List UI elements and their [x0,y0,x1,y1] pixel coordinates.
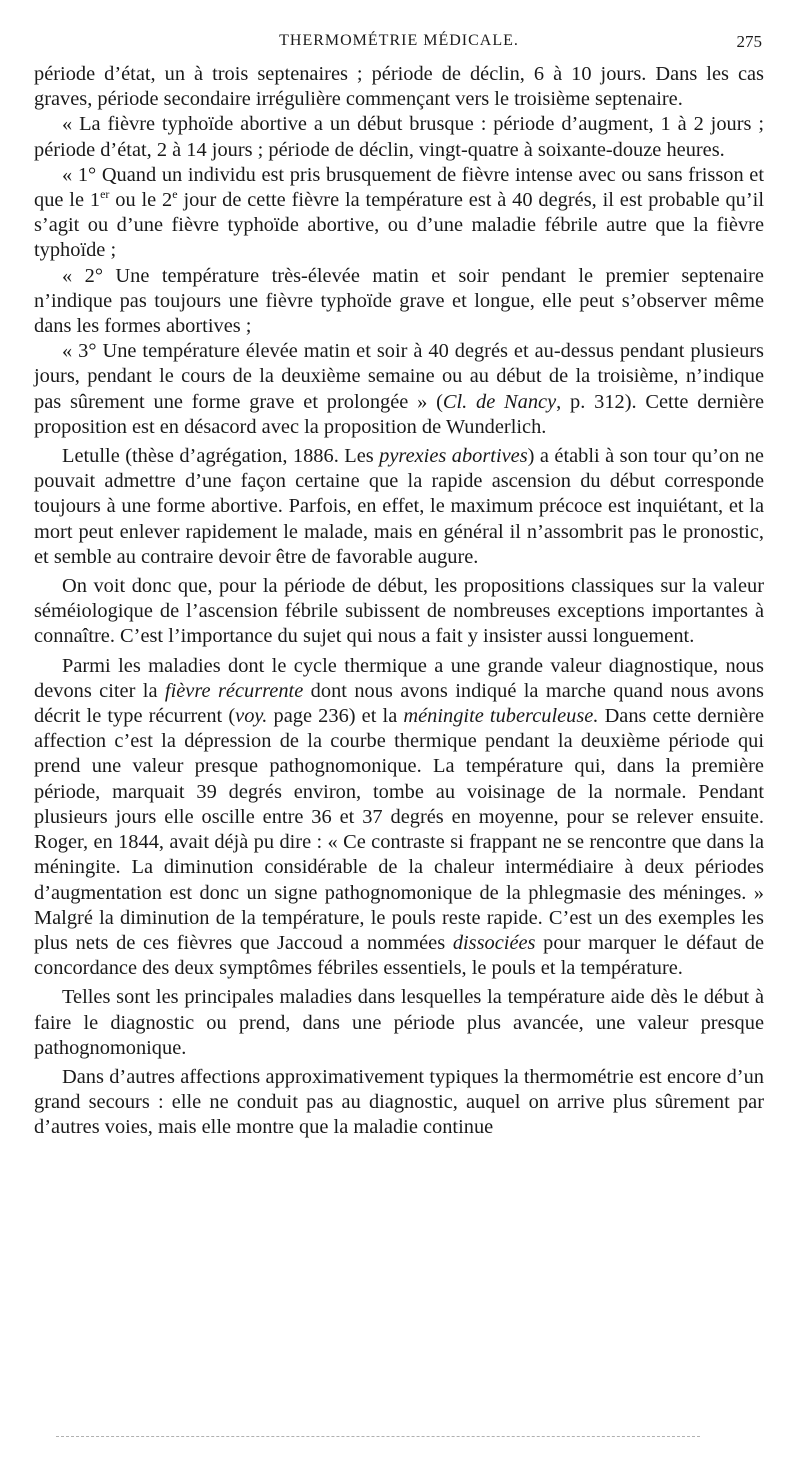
running-header [34,30,764,58]
text-run: ou le 2 [109,189,173,212]
paragraph [34,264,764,340]
text-run: dont nous avons indiqué la marche quand nous avons décrit le type récurrent ( [34,679,764,728]
running-title: THERMOMÉTRIE MÉDICALE. [279,32,519,49]
text-run: pour marquer le défaut de concordance des deux symptômes fébriles essentiels, le pouls et la température. [34,931,764,980]
paragraph [34,1065,764,1141]
text-run: Letulle (thèse d’agrégation, 1886. Les [62,445,380,468]
footer-rule [56,1436,700,1437]
text-run: « 3° Une température élevée matin et soir à 40 degrés et au-dessus pendant plusieurs jours, pendant le cours de la deuxième semaine ou au début de la troisième, n’indique pas sûrement une forme grave et prolongée » ( [34,340,764,413]
text-run: ) a établi à son tour qu’on ne pouvait admettre d’une façon certaine que la rapide ascension du début corresponde toujours à une forme abortive. Parfois, en effet, le maximum précoce est inquiétant, et la mort peut enlever rapidement le malade, mais en général il n’assombrit pas le pronostic, et semble au contraire devoir être de favorable augure. [34,445,764,568]
italic-text: Cl. de Nancy [442,390,557,413]
text-run: On voit donc que, pour la période de début, les propositions classiques sur la valeur séméiologique de l’ascension fébrile subissent de nombreuses exceptions importantes à connaître. C’est l’importance du sujet qui nous a fait y insister aussi longuement. [34,575,764,648]
paragraph [34,444,764,570]
text-run: Dans d’autres affections approximativement typiques la thermométrie est encore d’un grand secours : elle ne conduit pas au diagnostic, auquel on arrive plus sûrement par d’autres voies, mais elle montre que la maladie continue [34,1065,764,1139]
text-run: Telles sont les principales maladies dans lesquelles la température aide dès le début à faire le diagnostic ou prend, dans une période plus avancée, une valeur presque pathognomonique. [34,986,764,1059]
text-run: Dans cette dernière affection c’est la dépression de la courbe thermique pendant la deuxième période qui prend une valeur presque pathognomonique. La température qui, dans la première période, marquait 39 degrés environ, tombe au voisinage de la normale. Pendant plusieurs jours elle oscille entre 36 et 37 degrés en moyenne, pour se relever ensuite. Roger, en 1844, avait déjà pu dire : « Ce contraste si frappant ne se rencontre que dans la méningite. La diminution considérable de la chaleur intermédiaire à deux périodes d’augmentation est donc un signe pathognomonique de la phlegmasie des méninges. » Malgré la diminution de la température, le pouls reste rapide. C’est un des exemples les plus nets de ces fièvres que Jaccoud a nommées [34,705,765,954]
italic-text: pyrexies abortives [379,445,528,468]
italic-text: fièvre récurrente [164,679,304,702]
paragraph [34,112,764,162]
paragraph [34,163,764,264]
page-number: 275 [736,32,762,51]
text-run: « La fièvre typhoïde abortive a un début brusque : période d’augment, 1 à 2 jours ; période d’état, 2 à 14 jours ; période de déclin, vingt-quatre à soixante-douze heures. [34,113,764,161]
italic-text: voy. [235,705,268,728]
paragraph [34,339,764,440]
text-run: « 1° Quand un individu est pris brusquement de fièvre intense avec ou sans frisson et que le 1 [34,163,764,212]
text-run: jour de cette fièvre la température est à 40 degrés, il est probable qu’il s’agit ou d’une fièvre typhoïde abortive, ou d’une maladie fébrile autre que la fièvre typhoïde ; [34,189,764,262]
italic-text: dissociées [452,931,536,954]
paragraph [34,62,764,112]
paragraph [34,985,764,1061]
paragraph [34,574,764,650]
superscript: e [172,187,178,202]
text-run: , p. 312). Cette dernière proposition est en désacord avec la proposition de Wunderlich. [34,390,764,438]
text-run: page 236) et la [267,705,404,728]
italic-text: méningite tuberculeuse. [403,705,599,728]
paragraph [34,654,764,982]
text-run: « 2° Une température très-élevée matin et soir pendant le premier septenaire n’indique pas toujours une fièvre typhoïde grave et longue, elle peut s’observer même dans les formes abortives ; [34,264,764,338]
superscript: er [100,187,110,202]
text-run: Parmi les maladies dont le cycle thermique a une grande valeur diagnostique, nous devons citer la [34,654,764,702]
text-run: période d’état, un à trois septenaires ; période de déclin, 6 à 10 jours. Dans les cas graves, période secondaire irrégulière commençant vers le troisième septenaire. [34,63,764,111]
body-text [34,62,764,1141]
